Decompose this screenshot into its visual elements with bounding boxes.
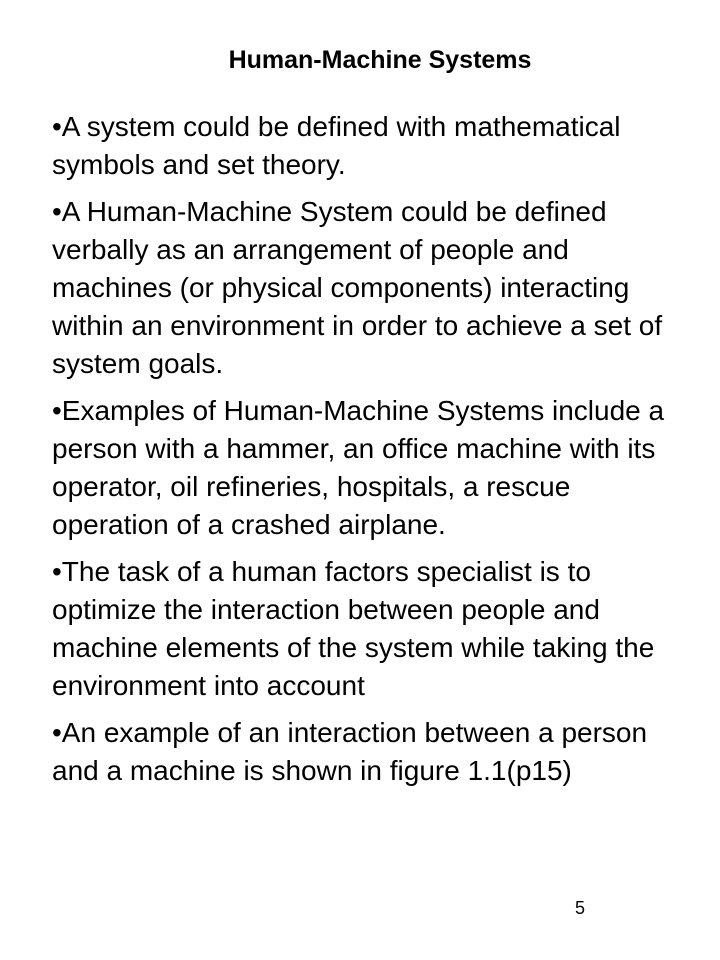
bullet-interaction-example: •An example of an interaction between a person and a machine is shown in figure 1.1(p15) xyxy=(52,717,648,786)
bullet-system-definition: •A system could be defined with mathematical symbols and set theory. xyxy=(52,111,621,180)
page-title: Human-Machine Systems xyxy=(228,46,532,74)
bullet-examples: •Examples of Human-Machine Systems include a person with a hammer, an office machine with its operator, oil refineries, hospitals, a rescue operation of a crashed airplane. xyxy=(52,395,665,540)
page-number: 5 xyxy=(574,898,585,918)
bullet-list xyxy=(52,108,667,799)
bullet-human-machine-definition: •A Human-Machine System could be defined verbally as an arrangement of people and machines (or physical components) interacting within an environment in order to achieve a set of system goals. xyxy=(52,196,663,379)
bullet-specialist-task: •The task of a human factors specialist is to optimize the interaction between people and machine elements of the system while taking the environment into account xyxy=(52,556,655,701)
